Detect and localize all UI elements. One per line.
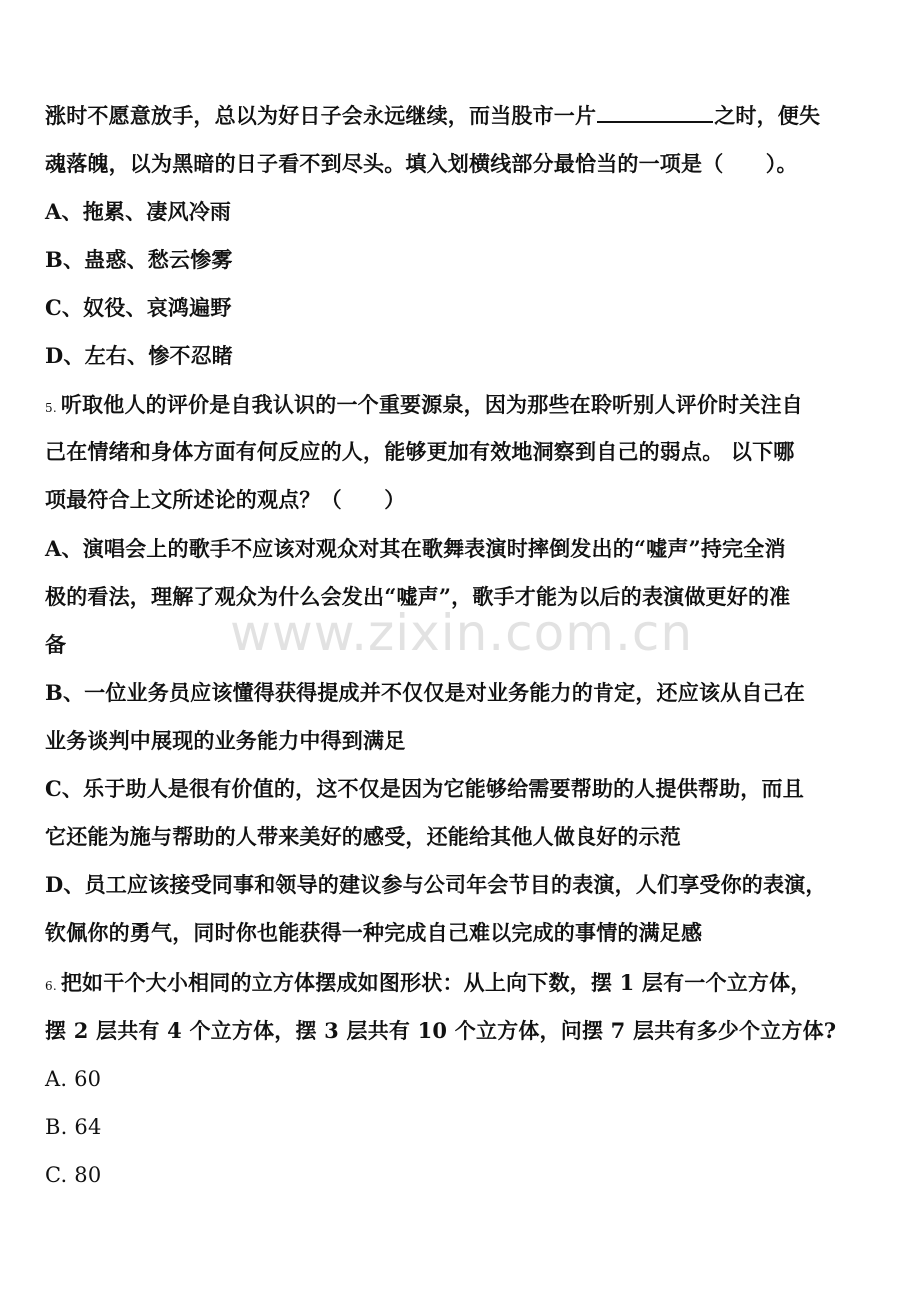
q6-stem-line-2: 摆 2 层共有 4 个立方体，摆 3 层共有 10 个立方体，问摆 7 层共有多少个立方体? — [45, 1018, 837, 1043]
q5-option-c-line-2: 它还能为施与帮助的人带来美好的感受，还能给其他人做良好的示范 — [45, 824, 681, 849]
q4-option-d: D、左右、惨不忍睹 — [45, 343, 234, 368]
q4-stem-line-2: 魂落魄，以为黑暗的日子看不到尽头。填入划横线部分最恰当的一项是（ ）。 — [45, 151, 798, 176]
q5-stem-line-1 — [45, 390, 885, 423]
q5-option-b-line-2: 业务谈判中展现的业务能力中得到满足 — [45, 728, 406, 753]
q5-stem-line-2: 己在情绪和身体方面有何反应的人，能够更加有效地洞察到自己的弱点。 以下哪 — [45, 439, 795, 464]
q5-option-a-line-2: 极的看法，理解了观众为什么会发出“嘘声”，歌手才能为以后的表演做更好的准 — [45, 584, 791, 609]
q6-stem-line-1 — [45, 968, 885, 1001]
q4-option-c: C、奴役、哀鸿遍野 — [45, 295, 232, 320]
q4-stem-line-1-before: 涨时不愿意放手，总以为好日子会永远继续，而当股市一片 — [45, 103, 597, 128]
q5-option-a-line-1: A、演唱会上的歌手不应该对观众对其在歌舞表演时摔倒发出的“嘘声”持完全消 — [45, 536, 786, 561]
q6-option-b: B. 64 — [45, 1115, 102, 1139]
q5-stem-line-1-text: 听取他人的评价是自我认识的一个重要源泉，因为那些在聆听别人评价时关注自 — [60, 392, 803, 417]
q4-option-a: A、拖累、凄风冷雨 — [45, 199, 232, 224]
q6-stem-line-1-text: 把如干个大小相同的立方体摆成如图形状：从上向下数，摆 1 层有一个立方体， — [60, 970, 812, 995]
q5-option-d-line-2: 钦佩你的勇气，同时你也能获得一种完成自己难以完成的事情的满足感 — [45, 920, 703, 945]
q4-stem-line-1-after: 之时，便失 — [714, 103, 821, 128]
q6-number: 6. — [45, 979, 57, 993]
q5-option-c-line-1: C、乐于助人是很有价值的，这不仅是因为它能够给需要帮助的人提供帮助，而且 — [45, 776, 804, 801]
q6-option-c: C. 80 — [45, 1163, 102, 1187]
q6-option-a: A. 60 — [45, 1067, 102, 1091]
q5-stem-line-3: 项最符合上文所述论的观点？（ ） — [45, 487, 406, 512]
q5-option-a-line-3: 备 — [45, 632, 67, 657]
q5-option-d-line-1: D、员工应该接受同事和领导的建议参与公司年会节目的表演，人们享受你的表演， — [45, 872, 827, 897]
q4-option-b: B、蛊惑、愁云惨雾 — [45, 247, 233, 272]
watermark: www.zixin.com.cn — [230, 604, 694, 662]
q5-option-b-line-1: B、一位业务员应该懂得获得提成并不仅仅是对业务能力的肯定，还应该从自己在 — [45, 680, 805, 705]
q4-fill-blank — [597, 101, 713, 123]
q4-stem-line-1 — [45, 101, 885, 131]
q5-number: 5. — [45, 401, 57, 415]
